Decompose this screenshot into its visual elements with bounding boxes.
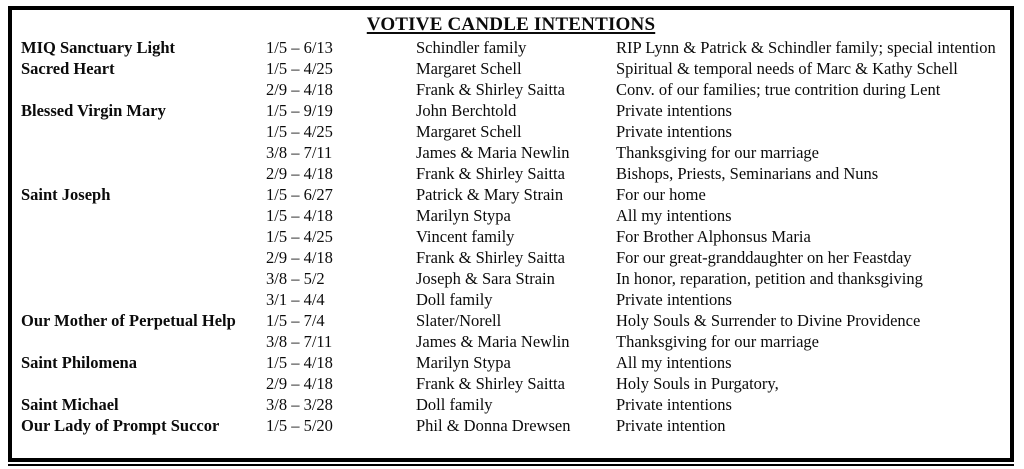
intentions-table xyxy=(12,37,1010,436)
requested-by-cell: Marilyn Stypa xyxy=(416,206,511,225)
intention-cell: Private intentions xyxy=(616,122,732,141)
intention-cell: Bishops, Priests, Seminarians and Nuns xyxy=(616,164,879,183)
table-row xyxy=(12,121,1010,142)
table-row xyxy=(12,100,1010,121)
candle-name-cell: Our Mother of Perpetual Help xyxy=(21,311,236,330)
requested-by-cell: James & Maria Newlin xyxy=(416,143,570,162)
candle-name-cell xyxy=(21,142,266,163)
requested-by-cell: Phil & Donna Drewsen xyxy=(416,416,571,435)
candle-name-cell xyxy=(21,268,266,289)
date-range-cell: 1/5 – 6/27 xyxy=(266,185,333,204)
intention-cell: Private intention xyxy=(616,416,726,435)
table-row xyxy=(12,226,1010,247)
intention-cell: Private intentions xyxy=(616,101,732,120)
candle-name-cell xyxy=(21,247,266,268)
requested-by-cell: Marilyn Stypa xyxy=(416,353,511,372)
candle-name-cell: Our Lady of Prompt Succor xyxy=(21,416,220,435)
table-row xyxy=(12,58,1010,79)
date-range-cell: 1/5 – 7/4 xyxy=(266,311,325,330)
table-row xyxy=(12,205,1010,226)
table-row xyxy=(12,163,1010,184)
requested-by-cell: Vincent family xyxy=(416,227,515,246)
candle-name-cell xyxy=(21,373,266,394)
candle-name-cell: Saint Joseph xyxy=(21,185,111,204)
table-row xyxy=(12,289,1010,310)
requested-by-cell: Doll family xyxy=(416,290,493,309)
table-row xyxy=(12,79,1010,100)
date-range-cell: 3/1 – 4/4 xyxy=(266,290,325,309)
candle-name-cell xyxy=(21,121,266,142)
requested-by-cell: Patrick & Mary Strain xyxy=(416,185,564,204)
requested-by-cell: Frank & Shirley Saitta xyxy=(416,374,565,393)
intention-cell: RIP Lynn & Patrick & Schindler family; special intention xyxy=(616,38,996,57)
date-range-cell: 3/8 – 5/2 xyxy=(266,269,325,288)
date-range-cell: 1/5 – 4/25 xyxy=(266,59,333,78)
date-range-cell: 3/8 – 7/11 xyxy=(266,332,333,351)
requested-by-cell: Frank & Shirley Saitta xyxy=(416,80,565,99)
table-row xyxy=(12,184,1010,205)
requested-by-cell: Frank & Shirley Saitta xyxy=(416,164,565,183)
date-range-cell: 1/5 – 5/20 xyxy=(266,416,333,435)
requested-by-cell: James & Maria Newlin xyxy=(416,332,570,351)
date-range-cell: 2/9 – 4/18 xyxy=(266,164,333,183)
date-range-cell: 1/5 – 4/25 xyxy=(266,227,333,246)
document-frame xyxy=(8,6,1014,462)
table-row xyxy=(12,37,1010,58)
date-range-cell: 3/8 – 7/11 xyxy=(266,143,333,162)
requested-by-cell: Slater/Norell xyxy=(416,311,502,330)
table-row xyxy=(12,373,1010,394)
date-range-cell: 2/9 – 4/18 xyxy=(266,374,333,393)
requested-by-cell: Schindler family xyxy=(416,38,527,57)
candle-name-cell xyxy=(21,163,266,184)
intention-cell: For Brother Alphonsus Maria xyxy=(616,227,811,246)
intention-cell: Thanksgiving for our marriage xyxy=(616,143,819,162)
candle-name-cell xyxy=(21,226,266,247)
requested-by-cell: Margaret Schell xyxy=(416,59,522,78)
candle-name-cell: Blessed Virgin Mary xyxy=(21,101,166,120)
intention-cell: For our great-granddaughter on her Feastday xyxy=(616,248,912,267)
intention-cell: For our home xyxy=(616,185,706,204)
intention-cell: All my intentions xyxy=(616,353,732,372)
candle-name-cell: Sacred Heart xyxy=(21,59,115,78)
intention-cell: Holy Souls & Surrender to Divine Providence xyxy=(616,311,921,330)
candle-name-cell xyxy=(21,331,266,352)
table-row xyxy=(12,415,1010,436)
candle-name-cell xyxy=(21,205,266,226)
requested-by-cell: Joseph & Sara Strain xyxy=(416,269,555,288)
candle-name-cell: MIQ Sanctuary Light xyxy=(21,38,176,57)
requested-by-cell: Margaret Schell xyxy=(416,122,522,141)
intention-cell: In honor, reparation, petition and thanksgiving xyxy=(616,269,923,288)
table-row xyxy=(12,331,1010,352)
date-range-cell: 1/5 – 4/18 xyxy=(266,206,333,225)
intention-cell: Holy Souls in Purgatory, xyxy=(616,374,779,393)
candle-name-cell xyxy=(21,289,266,310)
date-range-cell: 1/5 – 6/13 xyxy=(266,38,333,57)
document-title: VOTIVE CANDLE INTENTIONS xyxy=(366,14,656,35)
date-range-cell: 2/9 – 4/18 xyxy=(266,248,333,267)
intention-cell: Thanksgiving for our marriage xyxy=(616,332,819,351)
date-range-cell: 2/9 – 4/18 xyxy=(266,80,333,99)
table-row xyxy=(12,352,1010,373)
table-row xyxy=(12,247,1010,268)
date-range-cell: 1/5 – 9/19 xyxy=(266,101,333,120)
intention-cell: Private intentions xyxy=(616,395,732,414)
intention-cell: Private intentions xyxy=(616,290,732,309)
table-row xyxy=(12,268,1010,289)
intention-cell: Spiritual & temporal needs of Marc & Kathy Schell xyxy=(616,59,958,78)
intention-cell: All my intentions xyxy=(616,206,732,225)
candle-name-cell: Saint Michael xyxy=(21,395,119,414)
table-row xyxy=(12,310,1010,331)
date-range-cell: 3/8 – 3/28 xyxy=(266,395,333,414)
date-range-cell: 1/5 – 4/25 xyxy=(266,122,333,141)
requested-by-cell: John Berchtold xyxy=(416,101,517,120)
table-row xyxy=(12,142,1010,163)
requested-by-cell: Frank & Shirley Saitta xyxy=(416,248,565,267)
candle-name-cell: Saint Philomena xyxy=(21,353,137,372)
intention-cell: Conv. of our families; true contrition during Lent xyxy=(616,80,941,99)
requested-by-cell: Doll family xyxy=(416,395,493,414)
date-range-cell: 1/5 – 4/18 xyxy=(266,353,333,372)
candle-name-cell xyxy=(21,79,266,100)
table-row xyxy=(12,394,1010,415)
